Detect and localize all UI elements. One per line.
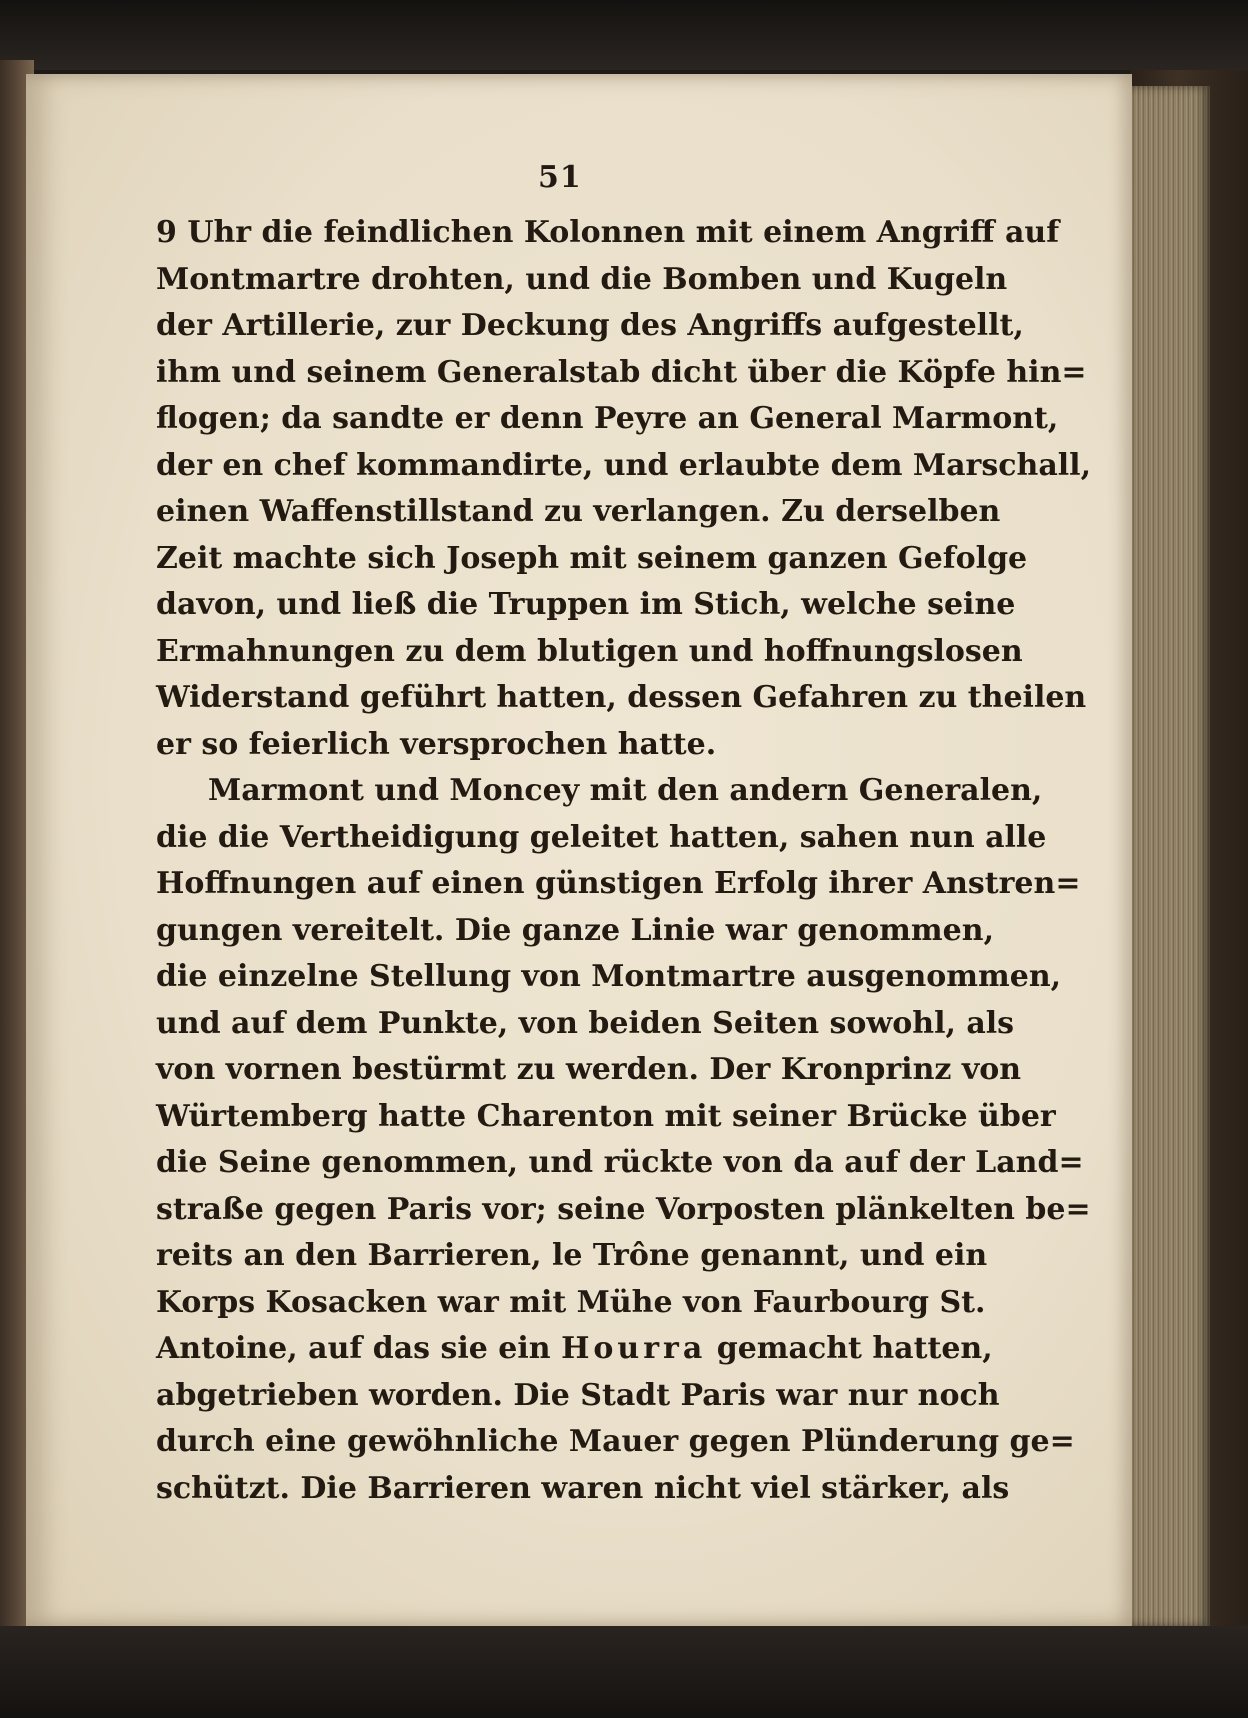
text-line: Hoffnungen auf einen günstigen Erfolg ihrer Anstren=	[156, 866, 1081, 901]
page-number: 51	[538, 160, 582, 195]
text-line: Marmont und Moncey mit den andern Generalen,	[208, 773, 1043, 808]
text-line: einen Waffenstillstand zu verlangen. Zu derselben	[156, 494, 1001, 529]
text-line: Zeit machte sich Joseph mit seinem ganzen Gefolge	[156, 540, 1028, 576]
page-edges	[1130, 86, 1210, 1626]
text-line: von vornen bestürmt zu werden. Der Kronprinz von	[156, 1052, 1022, 1087]
background-top	[0, 0, 1248, 70]
spaced-word: Hourra	[561, 1331, 707, 1366]
text-line: ihm und seinem Generalstab dicht über die Köpfe hin=	[156, 354, 1087, 390]
text-line: die Seine genommen, und rückte von da auf der Land=	[156, 1145, 1084, 1180]
text-line: davon, und ließ die Truppen im Stich, welche seine	[156, 587, 1016, 622]
text-line: flogen; da sandte er denn Peyre an General Marmont,	[156, 401, 1059, 436]
text-line: Korps Kosacken war mit Mühe von Faurbourg St.	[156, 1284, 986, 1320]
text-line: Ermahnungen zu dem blutigen und hoffnungslosen	[156, 633, 1023, 669]
text-line: schützt. Die Barrieren waren nicht viel stärker, als	[156, 1470, 1010, 1506]
text-line: straße gegen Paris vor; seine Vorposten plänkelten be=	[156, 1191, 1091, 1227]
text-line: gungen vereitelt. Die ganze Linie war genommen,	[156, 912, 995, 948]
text-segment: Antoine, auf das sie ein	[156, 1331, 551, 1366]
text-line: 9 Uhr die feindlichen Kolonnen mit einem Angriff auf	[156, 215, 1060, 250]
body-text	[156, 210, 1092, 1512]
text-line: die die Vertheidigung geleitet hatten, sahen nun alle	[156, 819, 1047, 855]
text-line: er so feierlich versprochen hatte.	[156, 726, 717, 762]
text-line: reits an den Barrieren, le Trône genannt, und ein	[156, 1238, 988, 1273]
text-line: die einzelne Stellung von Montmartre ausgenommen,	[156, 959, 1062, 994]
text-line: Würtemberg hatte Charenton mit seiner Brücke über	[156, 1098, 1056, 1134]
text-segment: gemacht hatten,	[716, 1331, 993, 1366]
text-line: Widerstand geführt hatten, dessen Gefahren zu theilen	[156, 680, 1087, 715]
text-line: der Artillerie, zur Deckung des Angriffs aufgestellt,	[156, 308, 1024, 343]
text-line: der en chef kommandirte, und erlaubte dem Marschall,	[156, 447, 1092, 483]
text-line: durch eine gewöhnliche Mauer gegen Plünderung ge=	[156, 1424, 1075, 1459]
text-line: Montmartre drohten, und die Bomben und Kugeln	[156, 261, 1008, 297]
text-line: und auf dem Punkte, von beiden Seiten sowohl, als	[156, 1005, 1015, 1041]
text-line: abgetrieben worden. Die Stadt Paris war nur noch	[156, 1377, 1000, 1413]
background-bottom	[0, 1626, 1248, 1718]
text-line	[156, 1326, 993, 1373]
